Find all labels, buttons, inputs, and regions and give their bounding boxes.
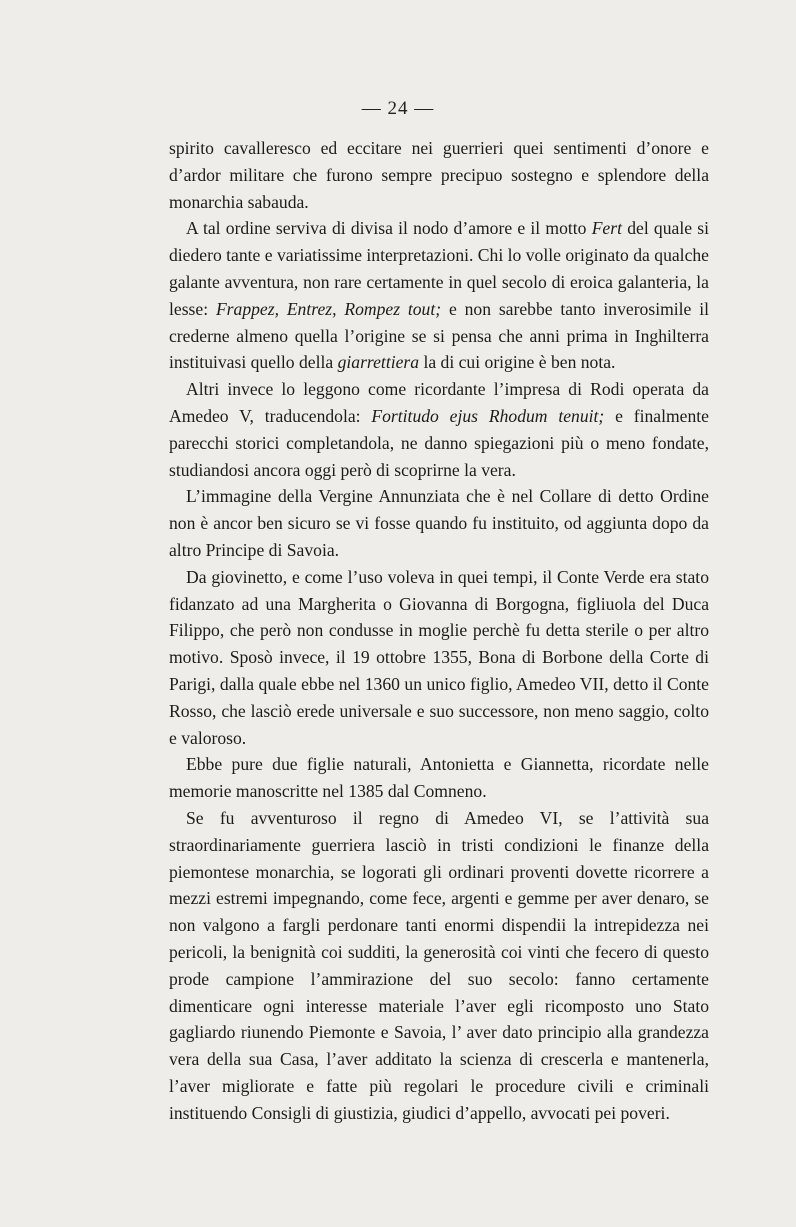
italic-text: Fert — [591, 218, 622, 239]
text-segment: e non sarebbe tanto inverosimile il crederne almeno quella l’origine se si pensa che anni prima in Inghilterra instituivasi quello della — [169, 298, 709, 373]
body-text — [169, 135, 709, 1126]
italic-text: Fortitudo ejus Rhodum tenuit; — [371, 405, 605, 426]
text-segment: e finalmente parecchi storici completandola, ne danno spiegazioni più o meno fondate, studiandosi ancora oggi però di scoprirne la vera. — [169, 405, 709, 480]
text-segment: la di cui origine è ben nota. — [419, 352, 616, 373]
page-number: — 24 — — [361, 98, 435, 119]
text-segment: Da giovinetto, e come l’uso voleva in quei tempi, il Conte Verde era stato fidanzato ad una Margherita o Giovanna di Borgogna, figliuola del Duca Filippo, che però non condusse in moglie perchè fu detta sterile o per altro motivo. Sposò invece, il 19 ottobre 1355, Bona di Borbone della Corte di Parigi, dalla quale ebbe nel 1360 un unico figlio, Amedeo VII, detto il Conte Rosso, che lasciò erede universale e suo successore, non meno saggio, colto e valoroso. — [169, 566, 709, 748]
italic-text: Frappez, Entrez, Rompez tout; — [215, 298, 442, 319]
text-segment: del quale si diedero tante e variatissime interpretazioni. Chi lo volle originato da qualche galante avventura, non rare certamente in quel secolo di eroica galanteria, la lesse: — [169, 218, 709, 319]
paragraph — [169, 215, 709, 376]
text-segment: Ebbe pure due figlie naturali, Antonietta e Giannetta, ricordate nelle memorie manoscritte nel 1385 dal Comneno. — [169, 754, 709, 802]
paragraph — [169, 751, 709, 805]
text-segment: L’immagine della Vergine Annunziata che è nel Collare di detto Ordine non è ancor ben sicuro se vi fosse quando fu instituito, od aggiunta dopo da altro Principe di Savoia. — [169, 486, 709, 560]
text-segment: Se fu avventuroso il regno di Amedeo VI, se l’attività sua straordinariamente guerriera lasciò in tristi condizioni le finanze della piemontese monarchia, se logorati gli ordinari proventi dovette ricorrere a mezzi estremi impegnando, come fece, argenti e gemme per aver denaro, se non valgono a fargli perdonare tanti enormi dispendii la intrepidezza nei pericoli, la benignità coi sudditi, la generosità coi vinti che fecero di questo prode campione l’ammirazione del suo secolo: fanno certamente dimenticare ogni interesse materiale l’aver egli ricomposto uno Stato gagliardo riunendo Piemonte e Savoia, l’ aver dato principio alla grandezza vera della sua Casa, l’aver additato la scienza di crescerla e mantenerla, l’aver migliorate e fatte più regolari le procedure civili e criminali instituendo Consigli di giustizia, giudici d’appello, avvocati pei poveri. — [169, 807, 709, 1123]
italic-text: giarrettiera — [337, 352, 420, 373]
paragraph — [169, 376, 709, 483]
paragraph — [169, 483, 709, 563]
text-segment: A tal ordine serviva di divisa il nodo d’amore e il motto — [186, 218, 592, 239]
text-segment: Altri invece lo leggono come ricordante l’impresa di Rodi operata da Amedeo V, traducendola: — [169, 379, 709, 426]
paragraph — [169, 564, 709, 752]
text-segment: spirito cavalleresco ed eccitare nei guerrieri quei sentimenti d’onore e d’ardor militare che furono sempre precipuo sostegno e splendore della monarchia sabauda. — [169, 138, 709, 212]
paragraph — [169, 135, 709, 215]
paragraph — [169, 805, 709, 1127]
